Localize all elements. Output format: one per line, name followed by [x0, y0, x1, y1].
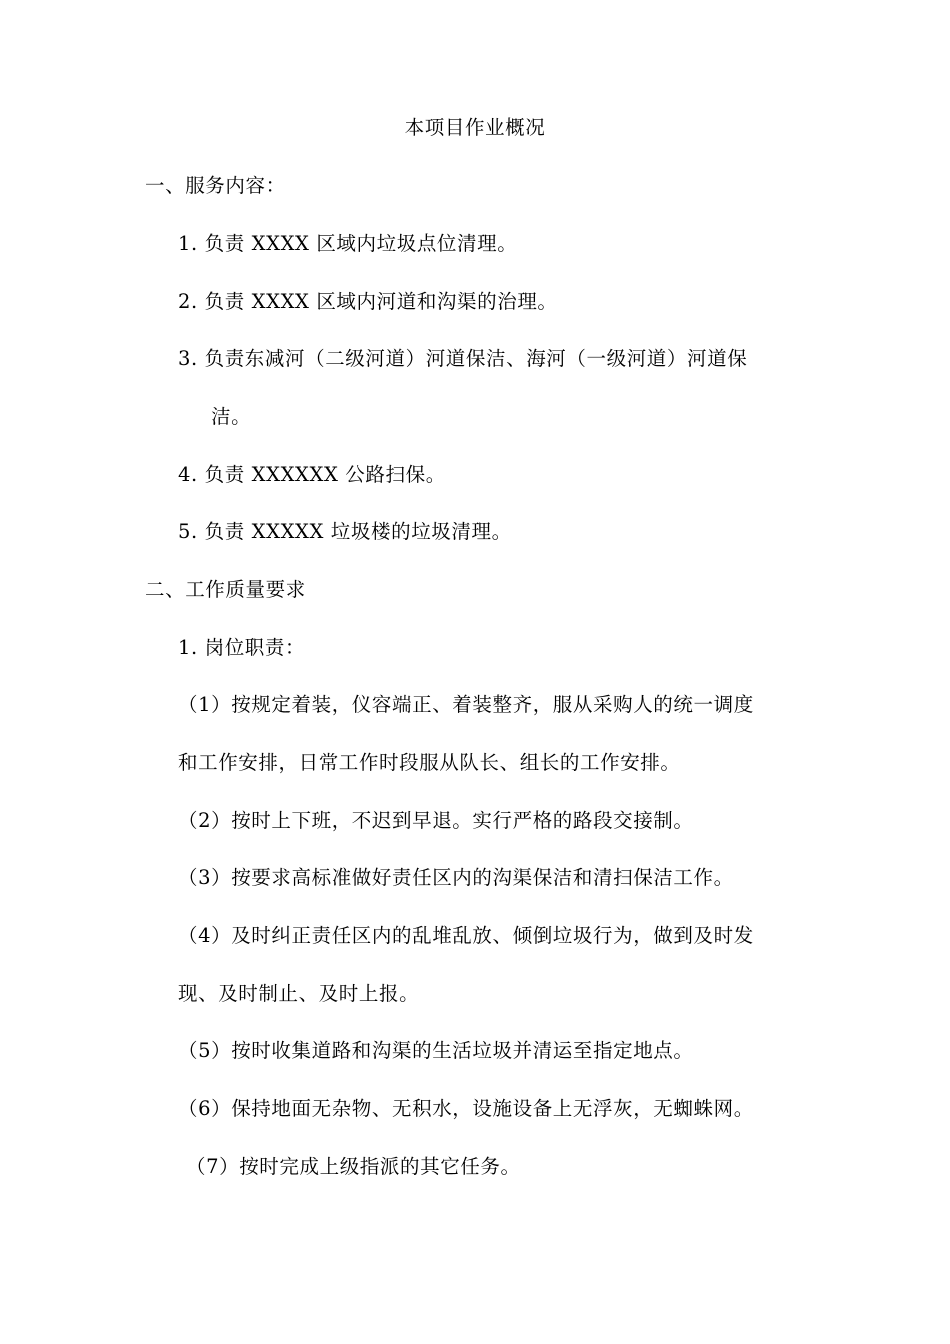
section-heading-quality: 二、工作质量要求	[145, 578, 306, 601]
duty-item: （2）按时上下班，不迟到早退。实行严格的路段交接制。	[178, 809, 694, 832]
service-item-continued: 洁。	[211, 405, 252, 428]
section-heading-service: 一、服务内容：	[145, 174, 286, 197]
duty-item: （4）及时纠正责任区内的乱堆乱放、倾倒垃圾行为，做到及时发	[178, 924, 754, 947]
service-item: 4. 负责 XXXXXX 公路扫保。	[178, 463, 446, 486]
duty-item: （7）按时完成上级指派的其它任务。	[186, 1155, 521, 1178]
subheading-duties: 1. 岗位职责：	[178, 636, 306, 659]
duty-item: （3）按要求高标准做好责任区内的沟渠保洁和清扫保洁工作。	[178, 866, 734, 889]
page-title: 本项目作业概况	[404, 116, 546, 139]
duty-item: （5）按时收集道路和沟渠的生活垃圾并清运至指定地点。	[178, 1039, 694, 1062]
duty-item: （1）按规定着装，仪容端正、着装整齐，服从采购人的统一调度	[178, 693, 754, 716]
duty-item-continued: 和工作安排，日常工作时段服从队长、组长的工作安排。	[178, 751, 681, 774]
service-item: 2. 负责 XXXX 区域内河道和沟渠的治理。	[178, 290, 558, 313]
service-item: 5. 负责 XXXXX 垃圾楼的垃圾清理。	[178, 520, 512, 543]
service-item: 1. 负责 XXXX 区域内垃圾点位清理。	[178, 232, 518, 255]
service-item: 3. 负责东减河（二级河道）河道保洁、海河（一级河道）河道保	[178, 347, 748, 370]
duty-item-continued: 现、及时制止、及时上报。	[178, 982, 420, 1005]
duty-item: （6）保持地面无杂物、无积水，设施设备上无浮灰，无蜘蛛网。	[178, 1097, 754, 1120]
